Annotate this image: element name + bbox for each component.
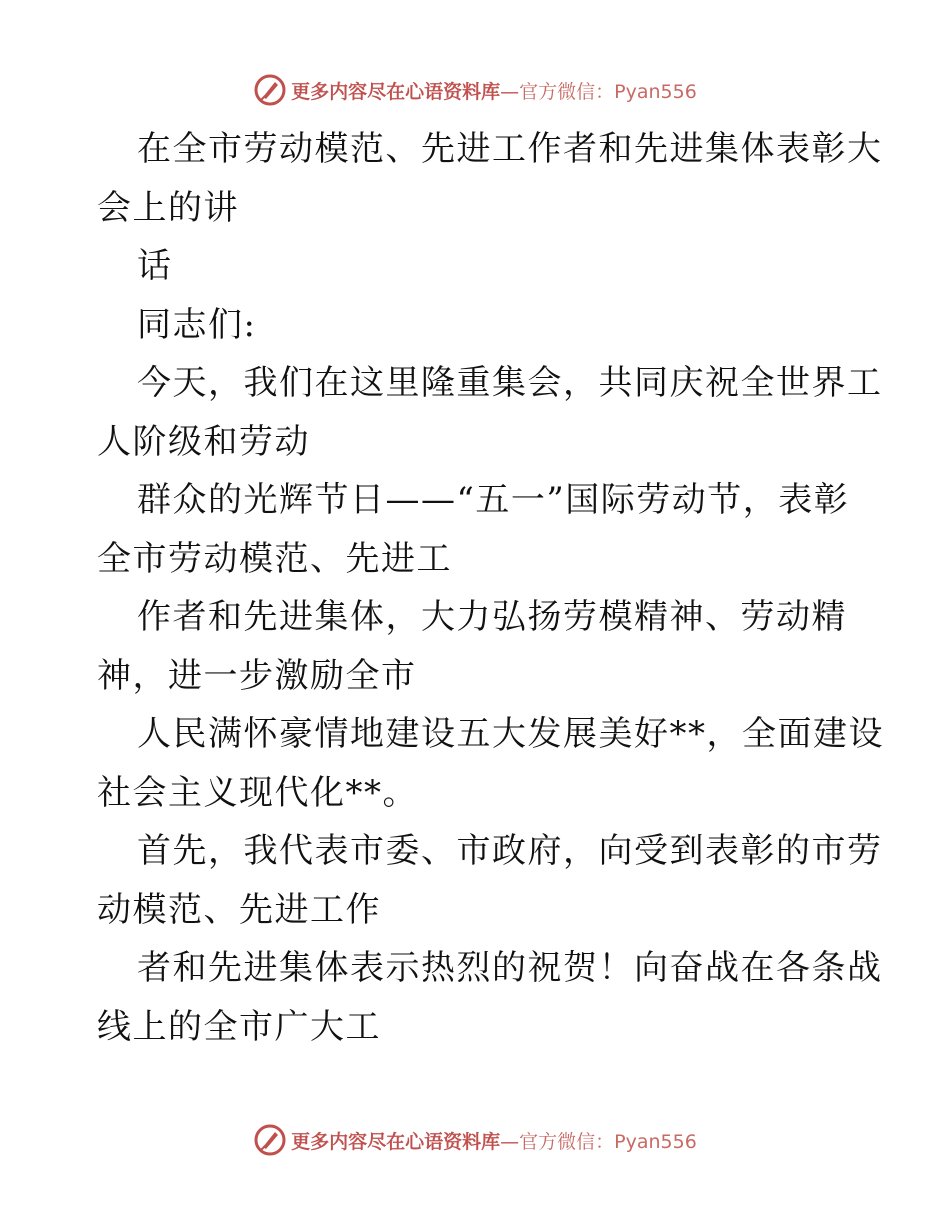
doc-line: 会上的讲 bbox=[97, 187, 239, 228]
header-watermark-text bbox=[291, 77, 697, 104]
doc-line: 群众的光辉节日——“五一”国际劳动节，表彰 bbox=[137, 480, 850, 520]
document-body bbox=[97, 120, 884, 1056]
doc-line: 话 bbox=[137, 246, 173, 286]
doc-line: 者和先进集体表示热烈的祝贺！向奋战在各条战 bbox=[137, 948, 883, 988]
doc-line: 人民满怀豪情地建设五大发展美好**，全面建设 bbox=[137, 714, 884, 754]
header-separator: — bbox=[500, 80, 520, 103]
header-wechat-text: 官方微信：Pyan556 bbox=[519, 80, 697, 103]
footer-watermark-text bbox=[291, 1127, 697, 1154]
header-site-text: 更多内容尽在心语资料库 bbox=[291, 80, 501, 103]
quill-logo-icon bbox=[253, 1123, 287, 1157]
footer-site-text: 更多内容尽在心语资料库 bbox=[291, 1130, 501, 1153]
doc-line: 人阶级和劳动 bbox=[97, 421, 310, 462]
quill-logo-icon bbox=[253, 73, 287, 107]
doc-line: 首先，我代表市委、市政府，向受到表彰的市劳 bbox=[137, 831, 883, 871]
doc-line: 在全市劳动模范、先进工作者和先进集体表彰大 bbox=[137, 129, 883, 169]
footer-wechat-text: 官方微信：Pyan556 bbox=[519, 1130, 697, 1153]
doc-line: 动模范、先进工作 bbox=[97, 889, 381, 930]
doc-line: 作者和先进集体，大力弘扬劳模精神、劳动精 bbox=[137, 597, 847, 637]
doc-line: 今天，我们在这里隆重集会，共同庆祝全世界工 bbox=[137, 363, 883, 403]
footer-separator: — bbox=[500, 1130, 520, 1153]
doc-line: 神，进一步激励全市 bbox=[97, 655, 417, 696]
header-watermark-banner bbox=[0, 70, 950, 110]
doc-line: 同志们: bbox=[137, 304, 257, 345]
doc-line: 社会主义现代化**。 bbox=[97, 772, 418, 813]
doc-line: 全市劳动模范、先进工 bbox=[97, 538, 452, 579]
doc-line: 线上的全市广大工 bbox=[97, 1006, 381, 1047]
footer-watermark-banner bbox=[0, 1120, 950, 1160]
